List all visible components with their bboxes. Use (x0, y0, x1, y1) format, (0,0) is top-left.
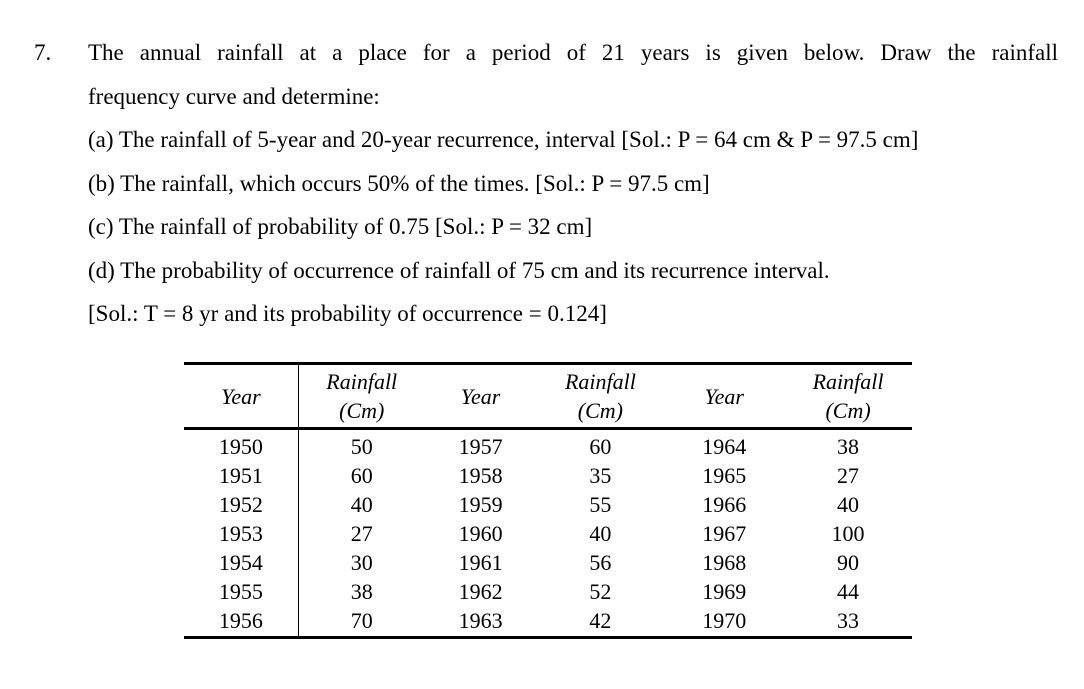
rainfall-cell: 30 (350, 550, 373, 575)
table-row (184, 490, 912, 519)
rainfall-cell: 33 (784, 606, 912, 638)
part-b: (b) The rainfall, which occurs 50% of the times. [Sol.: P = 97.5 cm] (88, 171, 710, 196)
year-cell: 1970 (664, 606, 784, 638)
header-year-3: Year (664, 364, 784, 429)
year-cell: 1961 (458, 550, 503, 575)
year-cell: 1969 (702, 579, 747, 604)
year-cell: 1953 (184, 519, 298, 548)
part-a: (a) The rainfall of 5-year and 20-year recurrence, interval [Sol.: P = 64 cm & P = 97.5 cm] (88, 127, 919, 152)
year-cell: 1966 (702, 492, 747, 517)
table-row (184, 519, 912, 548)
rainfall-cell: 35 (589, 463, 612, 488)
header-rainfall-3-line1: Rainfall (812, 369, 884, 394)
year-cell: 1963 (425, 606, 537, 638)
year-cell: 1950 (184, 429, 298, 462)
table-row (184, 606, 912, 638)
question-intro-line-2: frequency curve and determine: (88, 84, 380, 109)
header-year-2: Year (425, 364, 537, 429)
table-row (184, 577, 912, 606)
header-rainfall-1 (298, 364, 424, 429)
rainfall-cell: 38 (350, 579, 373, 604)
header-rainfall-3 (784, 364, 912, 429)
year-cell: 1964 (702, 434, 747, 459)
rainfall-cell: 44 (837, 579, 860, 604)
rainfall-cell: 60 (589, 434, 612, 459)
rainfall-cell: 100 (831, 521, 865, 546)
year-cell: 1957 (458, 434, 503, 459)
part-c: (c) The rainfall of probability of 0.75 [Sol.: P = 32 cm] (88, 214, 593, 239)
question-number: 7. (34, 40, 52, 65)
rainfall-cell: 27 (350, 521, 373, 546)
rainfall-cell: 40 (350, 492, 373, 517)
year-cell: 1960 (458, 521, 503, 546)
header-year-1: Year (184, 364, 298, 429)
rainfall-cell: 40 (589, 521, 612, 546)
rainfall-cell: 55 (589, 492, 612, 517)
year-cell: 1955 (184, 577, 298, 606)
rainfall-cell: 56 (589, 550, 612, 575)
header-rainfall-2-line2: (Cm) (577, 398, 623, 423)
year-cell: 1954 (184, 548, 298, 577)
rainfall-cell: 90 (837, 550, 860, 575)
part-d-solution: [Sol.: T = 8 yr and its probability of occurrence = 0.124] (88, 301, 607, 326)
rainfall-cell: 27 (837, 463, 860, 488)
year-cell: 1956 (184, 606, 298, 638)
rainfall-cell: 40 (837, 492, 860, 517)
year-cell: 1952 (184, 490, 298, 519)
table-row (184, 461, 912, 490)
header-rainfall-3-line2: (Cm) (825, 398, 871, 423)
question-intro-line-1: The annual rainfall at a place for a period of 21 years is given below. Draw the rainfall (88, 40, 1058, 65)
year-cell: 1959 (458, 492, 503, 517)
part-d: (d) The probability of occurrence of rainfall of 75 cm and its recurrence interval. (88, 258, 830, 283)
header-rainfall-2-line1: Rainfall (564, 369, 636, 394)
rainfall-cell: 38 (837, 434, 860, 459)
year-cell: 1968 (702, 550, 747, 575)
rainfall-cell: 42 (536, 606, 664, 638)
table-header-row (184, 364, 912, 429)
table-row (184, 548, 912, 577)
header-rainfall-2 (536, 364, 664, 429)
year-cell: 1958 (458, 463, 503, 488)
year-cell: 1967 (702, 521, 747, 546)
table-row (184, 429, 912, 462)
year-cell: 1951 (184, 461, 298, 490)
rainfall-cell: 60 (350, 463, 373, 488)
year-cell: 1962 (458, 579, 503, 604)
rainfall-cell: 70 (298, 606, 424, 638)
year-cell: 1965 (702, 463, 747, 488)
rainfall-cell: 50 (350, 434, 373, 459)
header-rainfall-1-line2: (Cm) (339, 398, 385, 423)
rainfall-table (184, 362, 912, 639)
header-rainfall-1-line1: Rainfall (326, 369, 398, 394)
rainfall-cell: 52 (589, 579, 612, 604)
